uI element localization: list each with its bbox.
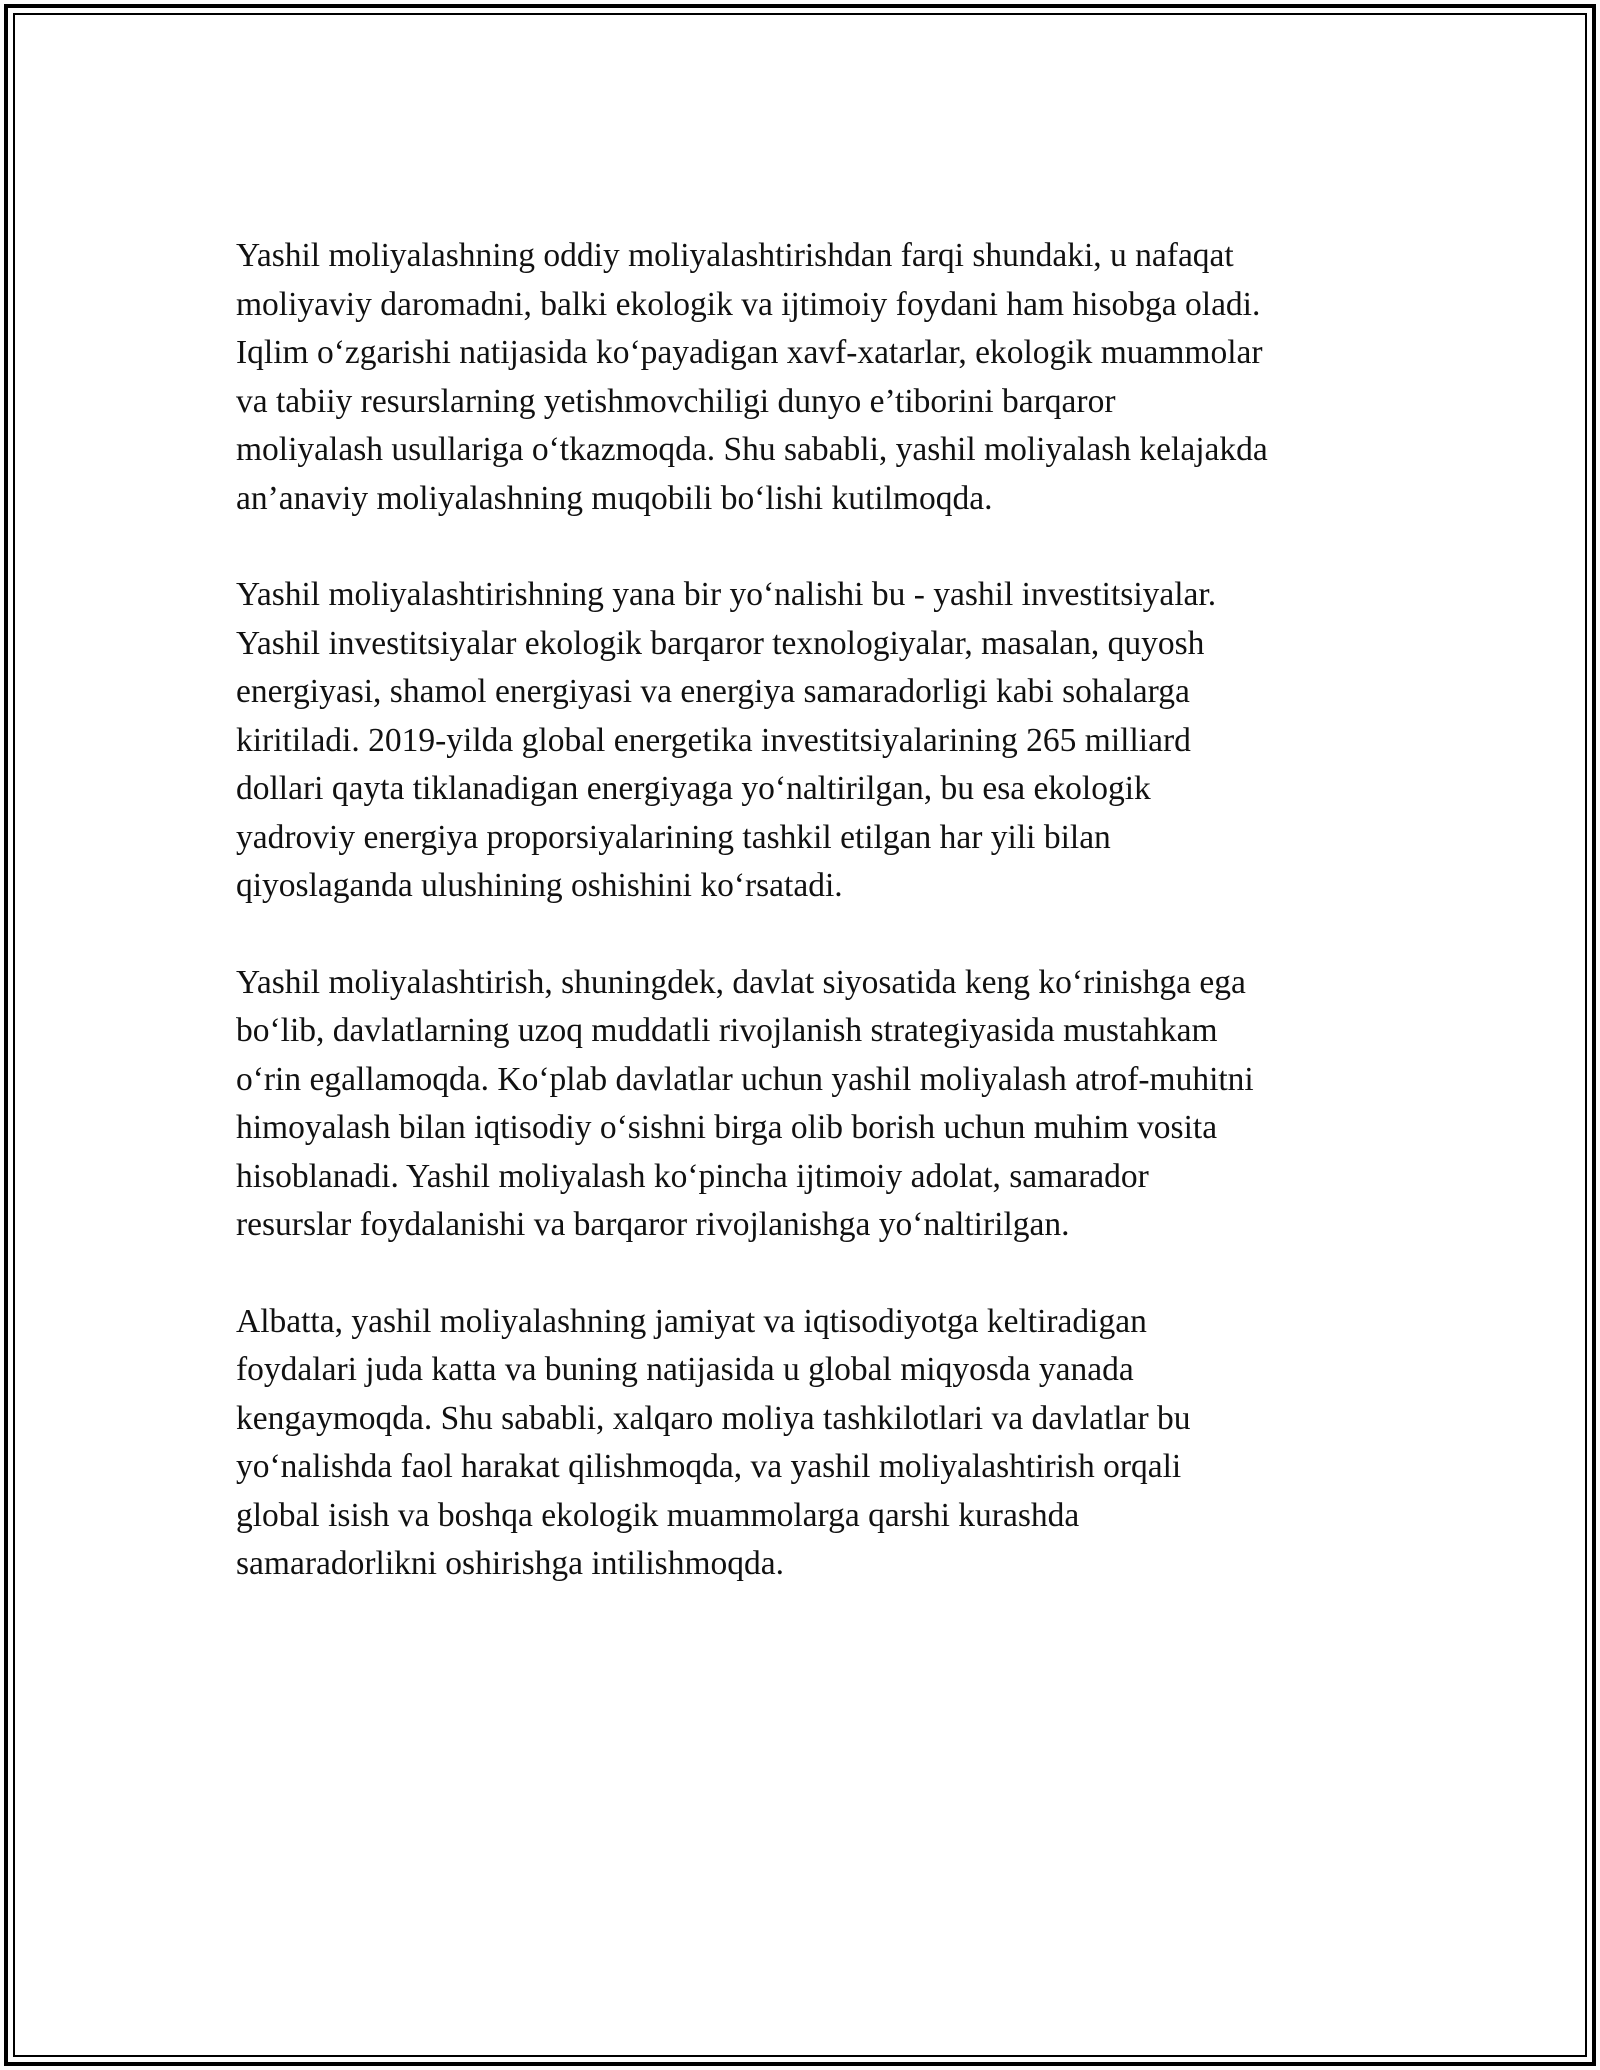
text-line: himoyalash bilan iqtisodiy o‘sishni birga olib borish uchun muhim vosita xyxy=(236,1109,1218,1146)
text-line: moliyalash usullariga o‘tkazmoqda. Shu sababli, yashil moliyalash kelajakda xyxy=(236,431,1268,468)
text-line: energiyasi, shamol energiyasi va energiya samaradorligi kabi sohalarga xyxy=(236,673,1190,710)
text-line: dollari qayta tiklanadigan energiyaga yo‘naltirilgan, bu esa ekologik xyxy=(236,770,1151,807)
text-line: Yashil moliyalashtirishning yana bir yo‘nalishi bu - yashil investitsiyalar. xyxy=(236,576,1217,613)
text-line: moliyaviy daromadni, balki ekologik va ijtimoiy foydani ham hisobga oladi. xyxy=(236,285,1261,323)
text-line: foydalari juda katta va buning natijasida u global miqyosda yanada xyxy=(236,1351,1134,1388)
paragraph-1 xyxy=(236,232,1386,523)
text-line: hisoblanadi. Yashil moliyalash ko‘pincha ijtimoiy adolat, samarador xyxy=(236,1157,1149,1195)
text-line: Yashil moliyalashtirish, shuningdek, davlat siyosatida keng ko‘rinishga ega xyxy=(236,963,1246,1001)
text-line: an’anaviy moliyalashning muqobili bo‘lishi kutilmoqda. xyxy=(236,479,993,517)
paragraph-2 xyxy=(236,571,1386,911)
text-line: Yashil investitsiyalar ekologik barqaror texnologiyalar, masalan, quyosh xyxy=(236,624,1205,662)
text-line: Yashil moliyalashning oddiy moliyalashtirishdan farqi shundaki, u nafaqat xyxy=(236,237,1234,274)
text-line: Iqlim o‘zgarishi natijasida ko‘payadigan xavf-xatarlar, ekologik muammolar xyxy=(236,334,1263,371)
text-line: samaradorlikni oshirishga intilishmoqda. xyxy=(236,1545,785,1582)
text-line: Albatta, yashil moliyalashning jamiyat va iqtisodiyotga keltiradigan xyxy=(236,1302,1147,1340)
paragraph-4 xyxy=(236,1298,1386,1589)
document-body xyxy=(236,232,1386,1637)
text-line: yadroviy energiya proporsiyalarining tashkil etilgan har yili bilan xyxy=(236,818,1111,856)
text-line: va tabiiy resurslarning yetishmovchiligi dunyo e’tiborini barqaror xyxy=(236,382,1116,420)
text-line: global isish va boshqa ekologik muammolarga qarshi kurashda xyxy=(236,1496,1080,1534)
text-line: o‘rin egallamoqda. Ko‘plab davlatlar uchun yashil moliyalash atrof-muhitni xyxy=(236,1060,1254,1098)
text-line: qiyoslaganda ulushining oshishini ko‘rsatadi. xyxy=(236,867,843,904)
text-line: bo‘lib, davlatlarning uzoq muddatli rivojlanish strategiyasida mustahkam xyxy=(236,1012,1218,1049)
text-line: kengaymoqda. Shu sababli, xalqaro moliya tashkilotlari va davlatlar bu xyxy=(236,1399,1191,1437)
text-line: resurslar foydalanishi va barqaror rivojlanishga yo‘naltirilgan. xyxy=(236,1206,1070,1243)
paragraph-3 xyxy=(236,959,1386,1250)
text-line: yo‘nalishda faol harakat qilishmoqda, va yashil moliyalashtirish orqali xyxy=(236,1448,1182,1485)
text-line: kiritiladi. 2019-yilda global energetika investitsiyalarining 265 milliard xyxy=(236,721,1191,759)
